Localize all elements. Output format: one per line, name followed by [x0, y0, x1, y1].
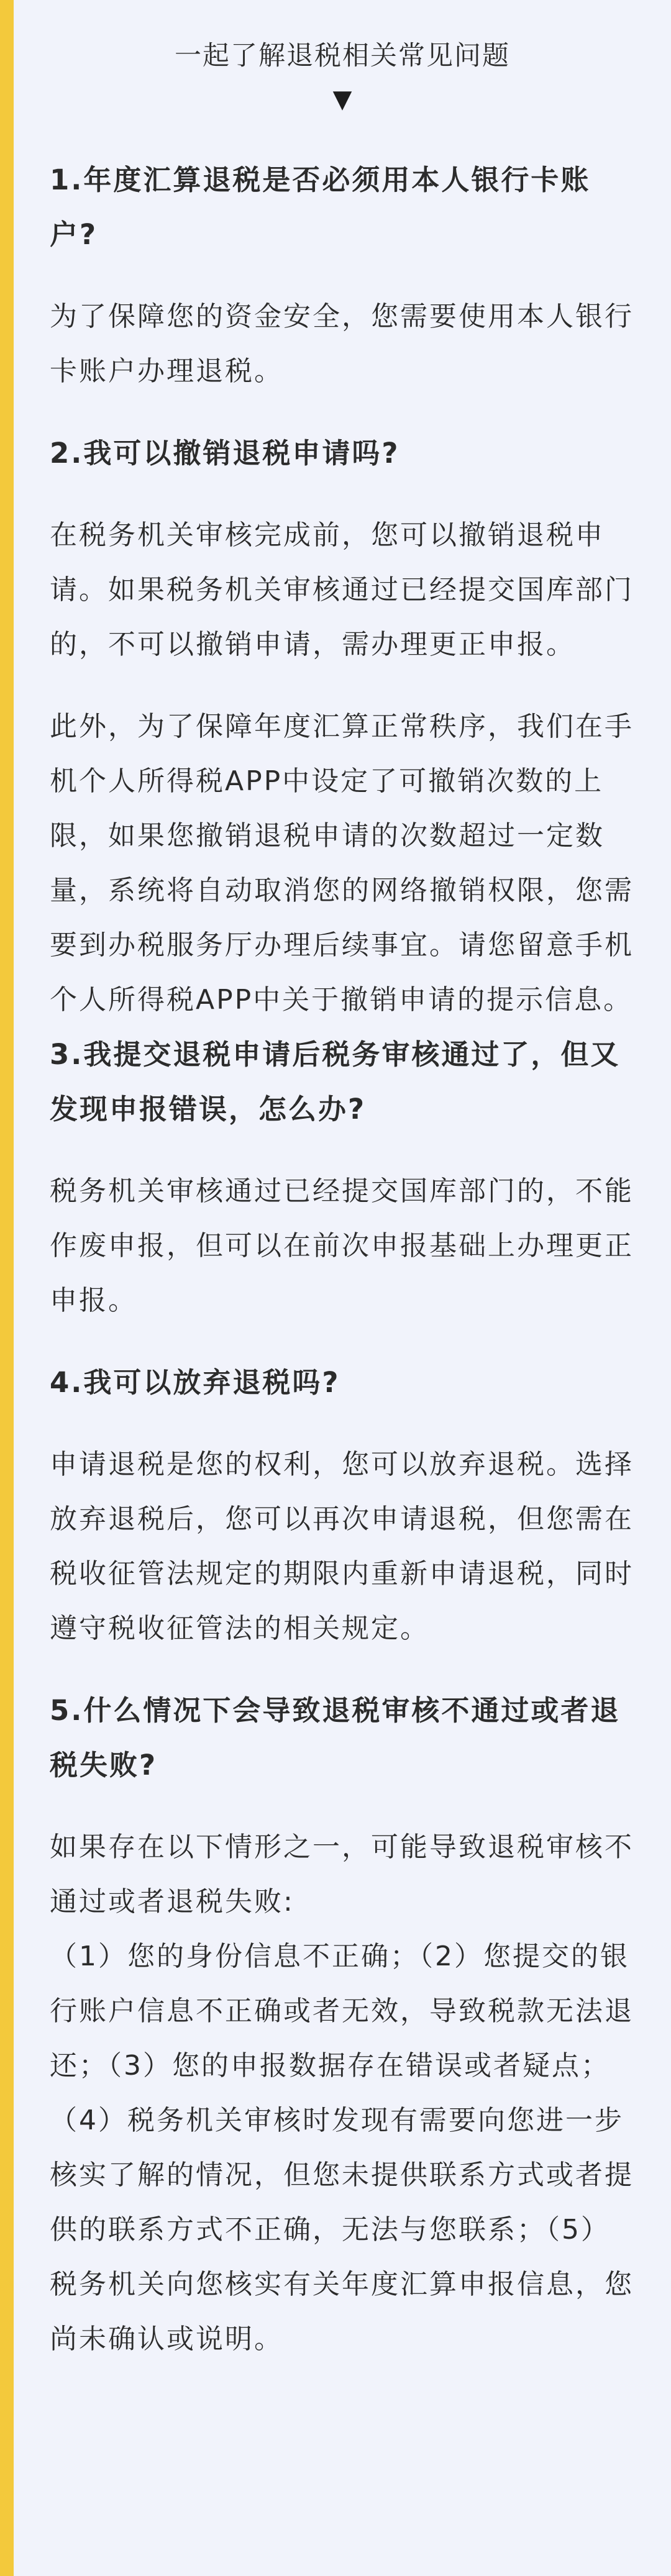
faq-answer-5a: 如果存在以下情形之一，可能导致退税审核不通过或者退税失败: — [50, 1831, 634, 1918]
faq-answer-1: 为了保障您的资金安全，您需要使用本人银行卡账户办理退税。 — [50, 301, 634, 387]
down-arrow-icon: ▼ — [332, 85, 352, 114]
faq-answer-4: 申请退税是您的权利，您可以放弃退税。选择放弃退税后，您可以再次申请退税，但您需在税收征管法规定的期限内重新申请退税，同时遵守税收征管法的相关规定。 — [50, 1449, 634, 1644]
faq-answer-2a: 在税务机关审核完成前，您可以撤销退税申请。如果税务机关审核通过已经提交国库部门的，不可以撤销申请，需办理更正申报。 — [50, 519, 634, 660]
accent-bar — [0, 0, 14, 2576]
faq-question-5: 5.什么情况下会导致退税审核不通过或者退税失败? — [50, 1694, 621, 1782]
faq-question-2: 2.我可以撤销退税申请吗? — [50, 437, 400, 470]
faq-answer-5b: （1）您的身份信息不正确；（2）您提交的银行账户信息不正确或者无效，导致税款无法退还；（3）您的申报数据存在错误或者疑点；（4）税务机关审核时发现有需要向您进一步核实了解的情况，但您未提供联系方式或者提供的联系方式不正确，无法与您联系；（5）税务机关向您核实有关年度汇算申报信息，您尚未确认或说明。 — [50, 1941, 634, 2355]
faq-answer-3: 税务机关审核通过已经提交国库部门的，不能作废申报，但可以在前次申报基础上办理更正申报。 — [50, 1175, 634, 1316]
article-content — [14, 0, 671, 2576]
faq-answer-2b: 此外，为了保障年度汇算正常秩序，我们在手机个人所得税APP中设定了可撤销次数的上限，如果您撤销退税申请的次数超过一定数量，系统将自动取消您的网络撤销权限，您需要到办税服务厅办理后续事宜。请您留意手机个人所得税APP中关于撤销申请的提示信息。 — [50, 711, 634, 1016]
faq-question-1: 1.年度汇算退税是否必须用本人银行卡账户? — [50, 163, 591, 251]
faq-question-3: 3.我提交退税申请后税务审核通过了，但又发现申报错误，怎么办? — [50, 1038, 621, 1126]
intro-title: 一起了解退税相关常见问题 — [175, 40, 510, 71]
faq-question-4: 4.我可以放弃退税吗? — [50, 1366, 340, 1399]
